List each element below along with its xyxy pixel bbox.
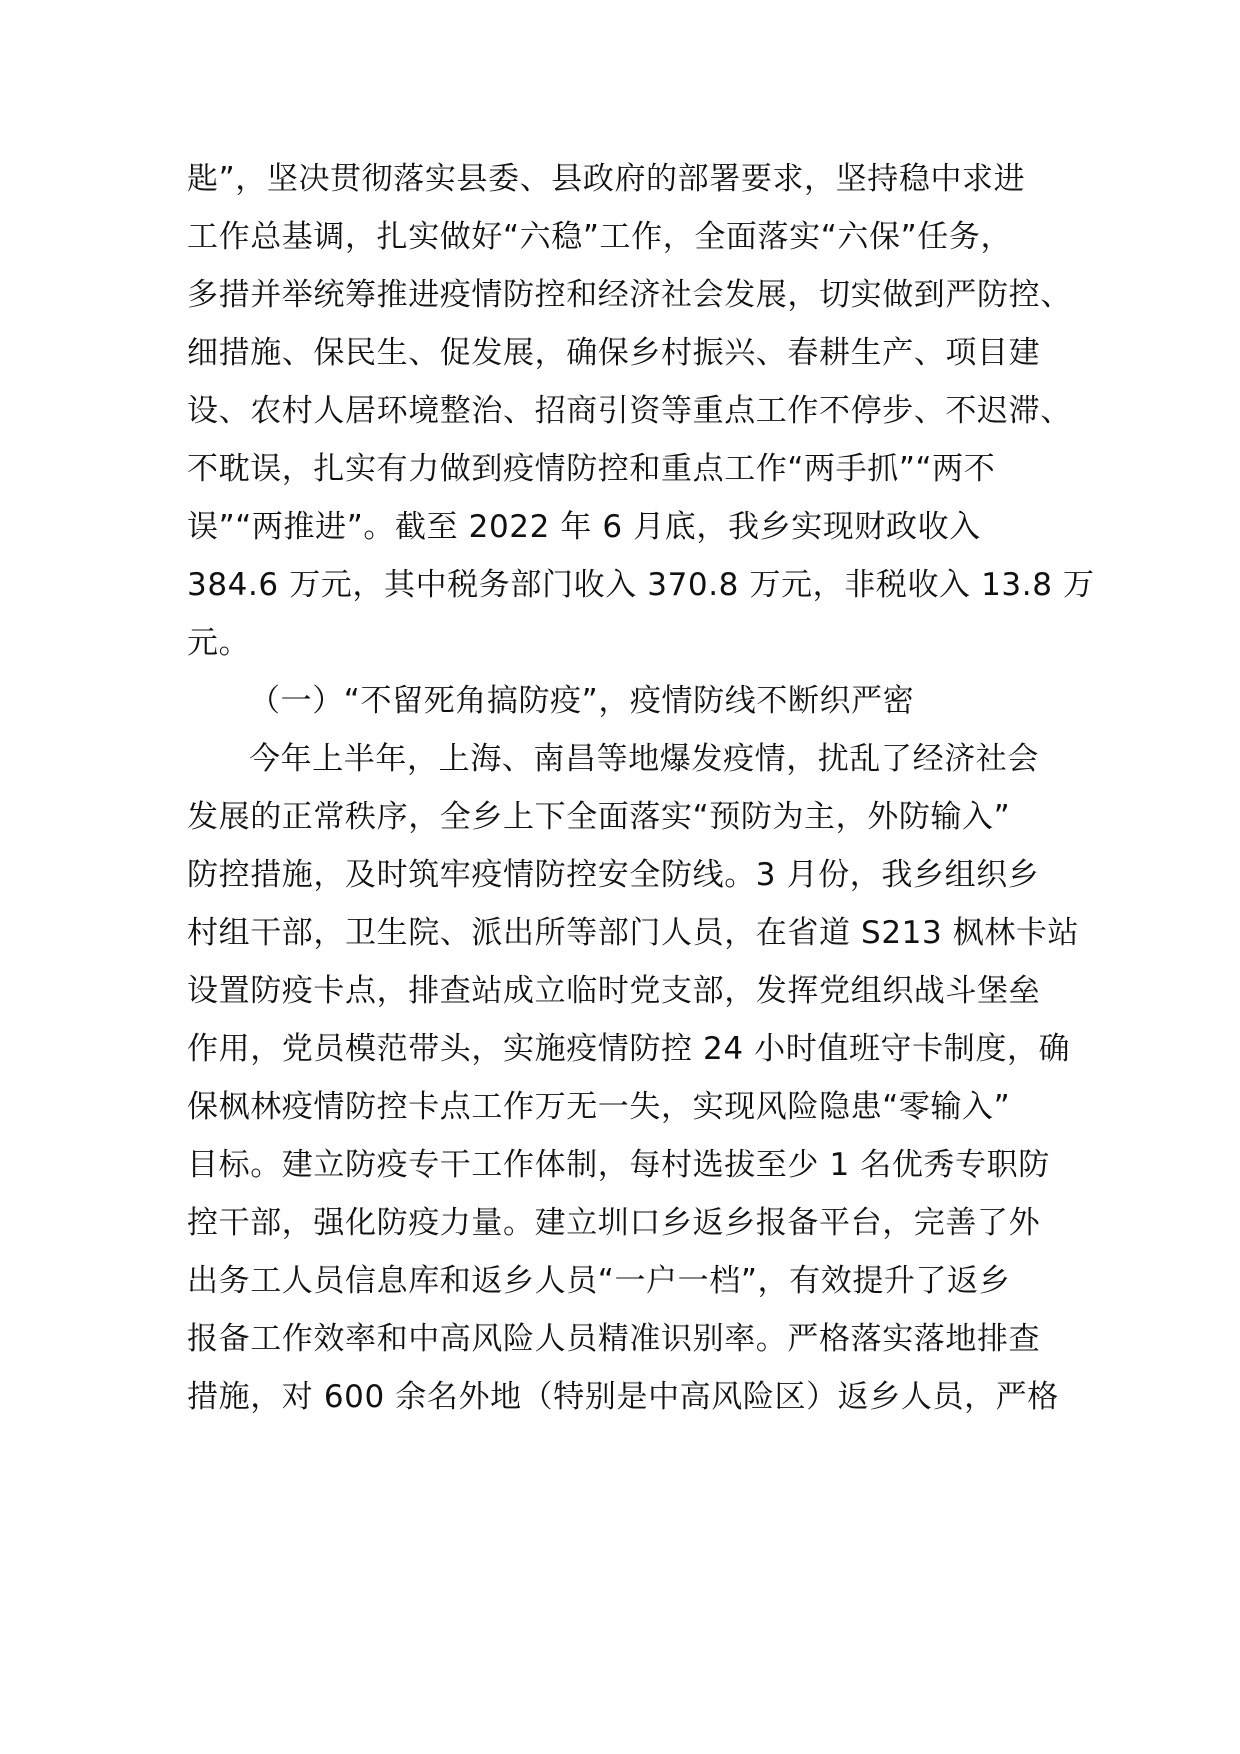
paragraph-line: 多措并举统筹推进疫情防控和经济社会发展，切实做到严防控、 xyxy=(187,277,1072,313)
paragraph-line: 控干部，强化防疫力量。建立圳口乡返乡报备平台，完善了外 xyxy=(187,1205,1041,1241)
paragraph-line: 作用，党员模范带头，实施疫情防控 24 小时值班守卡制度，确 xyxy=(187,1031,1071,1067)
paragraph-line: 防控措施，及时筑牢疫情防控安全防线。3 月份，我乡组织乡 xyxy=(187,857,1040,893)
section-heading: （一）“不留死角搞防疫”，疫情防线不断织严密 xyxy=(249,683,915,719)
paragraph-line: 细措施、保民生、促发展，确保乡村振兴、春耕生产、项目建 xyxy=(187,335,1041,371)
paragraph-line: 匙”，坚决贯彻落实县委、县政府的部署要求，坚持稳中求进 xyxy=(187,161,1026,197)
paragraph-line: 措施，对 600 余名外地（特别是中高风险区）返乡人员，严格 xyxy=(187,1379,1059,1415)
paragraph-line: 村组干部，卫生院、派出所等部门人员，在省道 S213 枫林卡站 xyxy=(187,915,1080,951)
paragraph-line: 保枫林疫情防控卡点工作万无一失，实现风险隐患“零输入” xyxy=(187,1089,1011,1125)
paragraph-line: 元。 xyxy=(187,625,251,661)
paragraph-line: 误”“两推进”。截至 2022 年 6 月底，我乡实现财政收入 xyxy=(187,509,981,545)
paragraph-line: 目标。建立防疫专干工作体制，每村选拔至少 1 名优秀专职防 xyxy=(187,1147,1050,1183)
paragraph-line: 工作总基调，扎实做好“六稳”工作，全面落实“六保”任务， xyxy=(187,219,1013,255)
paragraph-line: 发展的正常秩序，全乡上下全面落实“预防为主，外防输入” xyxy=(187,799,1011,835)
paragraph-line: 今年上半年，上海、南昌等地爆发疫情，扰乱了经济社会 xyxy=(249,741,1039,777)
paragraph-line: 报备工作效率和中高风险人员精准识别率。严格落实落地排查 xyxy=(187,1321,1041,1357)
paragraph-line: 设、农村人居环境整治、招商引资等重点工作不停步、不迟滞、 xyxy=(187,393,1072,429)
paragraph-line: 384.6 万元，其中税务部门收入 370.8 万元，非税收入 13.8 万 xyxy=(187,567,1095,603)
paragraph-line: 出务工人员信息库和返乡人员“一户一档”，有效提升了返乡 xyxy=(187,1263,1011,1299)
paragraph-line: 不耽误，扎实有力做到疫情防控和重点工作“两手抓”“两不 xyxy=(187,451,996,487)
paragraph-line: 设置防疫卡点，排查站成立临时党支部，发挥党组织战斗堡垒 xyxy=(187,973,1041,1009)
